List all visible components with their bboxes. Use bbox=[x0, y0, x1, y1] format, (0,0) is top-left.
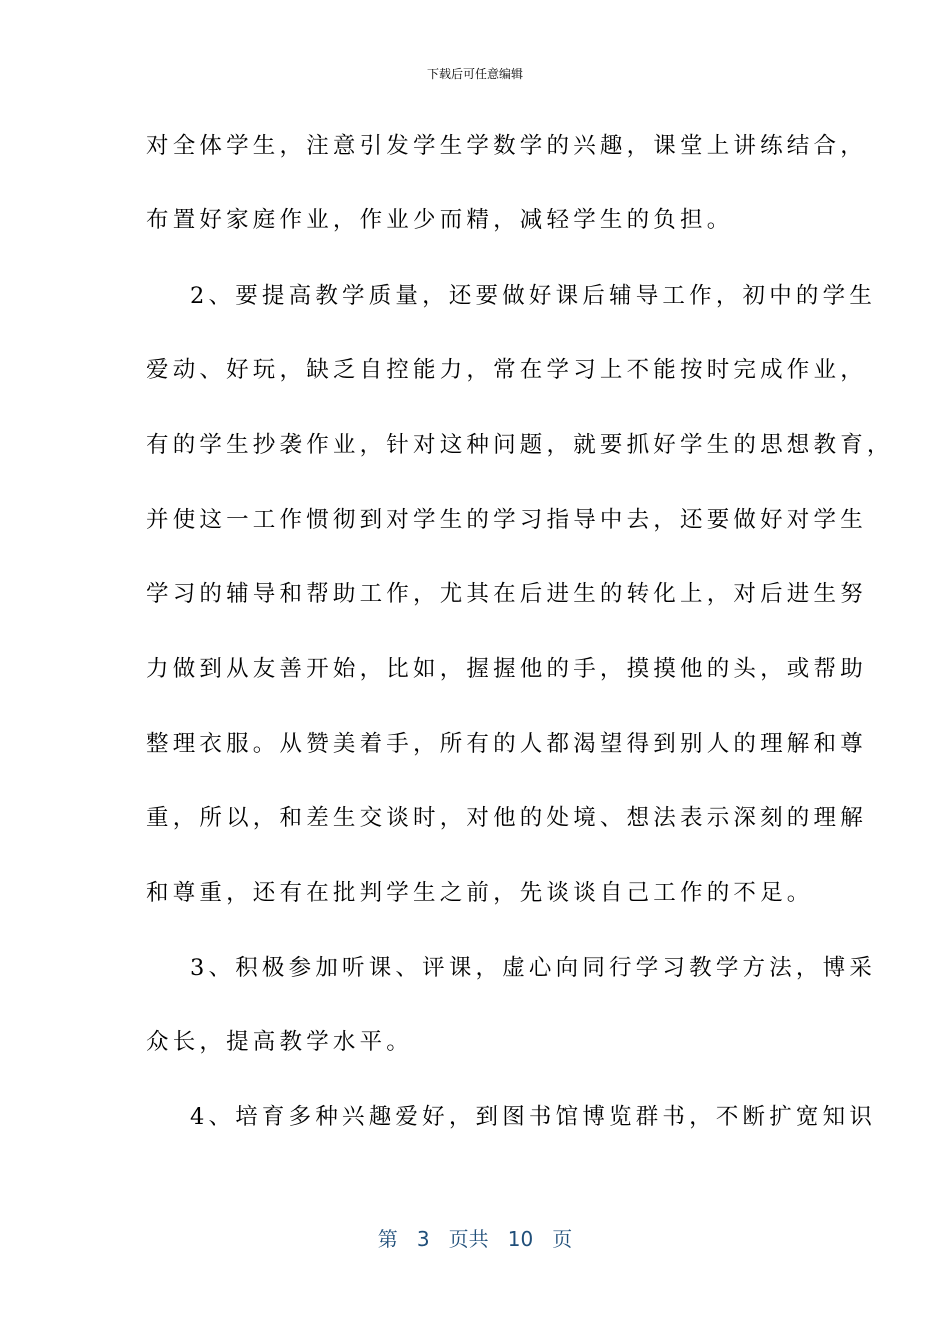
page-label-suffix: 页 bbox=[552, 1227, 573, 1251]
text-line: 布置好家庭作业，作业少而精，减轻学生的负担。 bbox=[146, 207, 734, 233]
text-line: 并使这一工作惯彻到对学生的学习指导中去，还要做好对学生 bbox=[146, 507, 867, 533]
text-line: 重，所以，和差生交谈时，对他的处境、想法表示深刻的理解 bbox=[146, 805, 867, 831]
text-line: 众长，提高教学水平。 bbox=[146, 1029, 414, 1055]
text-line: 有的学生抄袭作业，针对这种问题，就要抓好学生的思想教育， bbox=[146, 432, 894, 458]
page-label-prefix: 第 bbox=[377, 1227, 398, 1251]
total-pages-number: 10 bbox=[507, 1227, 534, 1251]
text-line: 整理衣服。从赞美着手，所有的人都渴望得到别人的理解和尊 bbox=[146, 731, 867, 757]
current-page-number: 3 bbox=[416, 1227, 430, 1251]
page-footer bbox=[0, 1226, 950, 1252]
text-line: 和尊重，还有在批判学生之前，先谈谈自己工作的不足。 bbox=[146, 880, 814, 906]
text-line: 爱动、好玩，缺乏自控能力，常在学习上不能按时完成作业， bbox=[146, 357, 867, 383]
paragraph-start-line: 3、积极参加听课、评课，虚心向同行学习教学方法，博采 bbox=[190, 955, 877, 981]
paragraph-start-line: 2、要提高教学质量，还要做好课后辅导工作，初中的学生 bbox=[190, 283, 877, 309]
page-label-middle: 页共 bbox=[448, 1227, 489, 1251]
text-line: 力做到从友善开始，比如，握握他的手，摸摸他的头，或帮助 bbox=[146, 656, 867, 682]
text-line: 学习的辅导和帮助工作，尤其在后进生的转化上，对后进生努 bbox=[146, 581, 867, 607]
paragraph-start-line: 4、培育多种兴趣爱好，到图书馆博览群书，不断扩宽知识 bbox=[190, 1104, 877, 1130]
page-header: 下载后可任意编辑 bbox=[426, 67, 523, 81]
text-line: 对全体学生，注意引发学生学数学的兴趣，课堂上讲练结合， bbox=[146, 133, 867, 159]
